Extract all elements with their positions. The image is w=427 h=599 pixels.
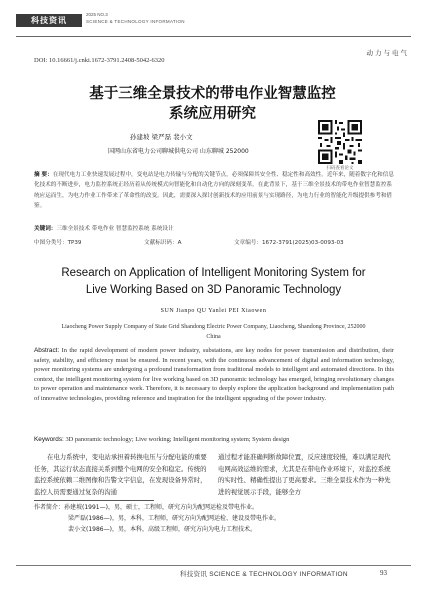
footer-journal: 科技资讯 SCIENCE & TECHNOLOGY INFORMATION bbox=[180, 571, 348, 578]
chinese-keywords bbox=[34, 224, 394, 234]
body-column-right: 通过程才能准确判断故障位置，反应速度较慢，难以满足现代电网高效运维的需求，尤其是在带电作业环境下，对监控系统的实时性、精确性提出了更高要求。三维全景技术作为一种先进的视觉展示手段，能够全方 bbox=[218, 453, 391, 496]
english-keywords-label: Keywords: bbox=[34, 436, 64, 443]
doi-line: DOI: 10.16661/j.cnki.1672-3791.2408-5042-6320 bbox=[34, 57, 165, 64]
chinese-title-line2: 系统应用研究 bbox=[169, 106, 256, 122]
english-abstract-label: Abstract: bbox=[34, 347, 60, 354]
clc-number: 中图分类号：TP39 bbox=[34, 240, 82, 246]
chinese-abstract bbox=[34, 170, 394, 212]
section-name: 动力与电气 bbox=[366, 49, 409, 57]
page-number: 93 bbox=[380, 569, 387, 577]
english-keywords-text: 3D panoramic technology; Live working; Intelligent monitoring system; System design bbox=[65, 436, 290, 443]
chinese-keywords-label: 关键词： bbox=[34, 226, 57, 232]
chinese-title-line1: 基于三维全景技术的带电作业智慧监控 bbox=[89, 86, 336, 102]
body-column-left: 在电力系统中，变电站承担着转换电压与分配电能的重要任务，其运行状态直接关系到整个电网的安全和稳定。传统的监控系统依赖二维图像和告警文字信息，在发现设备异常时，监控人员需要通过复杂的沟通 bbox=[34, 453, 207, 496]
qr-code-icon[interactable] bbox=[318, 120, 362, 164]
chinese-title bbox=[40, 84, 385, 124]
document-code: 文献标识码：A bbox=[144, 240, 182, 246]
english-abstract bbox=[34, 346, 394, 403]
english-abstract-text: In the rapid development of modern power industry, substations, are key nodes for power transmission and distribution, their safety, stability, and efficiency must be ensured. In recent years, with the continuous advancement of digital and information technology, power monitoring systems are undergoing a profound transformation from traditional models to intelligent and automated directions. In this context, the intelligent monitoring system for live working based on 3D panoramic technology has emerged, bringing revolutionary changes to power operation and maintenance work. Therefore, it is necessary to deeply explore the application background and implementation path of innovative technologies, providing reference and inspiration for the intelligent upgrading of the power industry. bbox=[34, 347, 394, 402]
footnote-line-3: 裴小文(1986—)，男，本科，高级工程师，研究方向为电力工程技术。 bbox=[68, 526, 256, 533]
english-keywords bbox=[34, 436, 394, 443]
chinese-authors: 孙建坡 梁严磊 裴小文 bbox=[130, 133, 193, 141]
journal-english-name: SCIENCE & TECHNOLOGY INFORMATION bbox=[86, 19, 185, 24]
classification-line bbox=[34, 238, 394, 246]
footnote-line-1: 作者简介：孙建坡(1991—)，男，硕士，工程师，研究方向为配网运检及带电作业。 bbox=[34, 504, 258, 511]
footer-divider bbox=[16, 565, 411, 566]
chinese-keywords-text: 三维全景技术 带电作业 智慧监控系统 系统设计 bbox=[56, 226, 174, 232]
issue-label: 2025 NO.3 bbox=[86, 12, 108, 17]
qr-caption: 扫码查看论文 bbox=[326, 165, 354, 170]
journal-badge: 科技资讯 bbox=[16, 14, 82, 27]
header-divider bbox=[16, 36, 411, 37]
article-id: 文章编号：1672-3791(2025)03-0093-03 bbox=[234, 240, 344, 246]
english-title: Research on Application of Intelligent Monitoring System for Live Working Based on 3D Panoramic Technology bbox=[61, 267, 366, 296]
english-affiliation: Liaocheng Power Supply Company of State Grid Shandong Electric Power Company, Liaocheng, Shandong Province, 252000 China bbox=[61, 324, 366, 340]
english-authors: SUN Jianpo QU Yanlei PEI Xiaowen bbox=[160, 308, 267, 314]
chinese-abstract-text: 在现代电力工业快速发展过程中，变电站是电力传输与分配的关键节点，必须保障其安全性、稳定性和高效性。近年来，随着数字化和信息化技术的不断进步，电力监控系统正经历着从传统模式向智能化和自动化方向的深刻变革。在此背景下，基于三维全景技术的带电作业智慧监控系统应运而生，为电力作业工作带来了革命性的改变。因此，需要深入探讨创新技术的应用前景与实现路径，为电力行业的智能化升级提供参考和借鉴。 bbox=[34, 172, 394, 210]
chinese-abstract-label: 摘 要： bbox=[34, 172, 53, 178]
author-footnote bbox=[34, 502, 334, 535]
footnote-divider bbox=[34, 500, 154, 501]
chinese-affiliation: 国网山东省电力公司聊城供电公司 山东聊城 252000 bbox=[108, 148, 249, 155]
footnote-line-2: 梁严磊(1986—)，男，本科，工程师，研究方向为配网运检、建设及带电作业。 bbox=[68, 515, 280, 522]
